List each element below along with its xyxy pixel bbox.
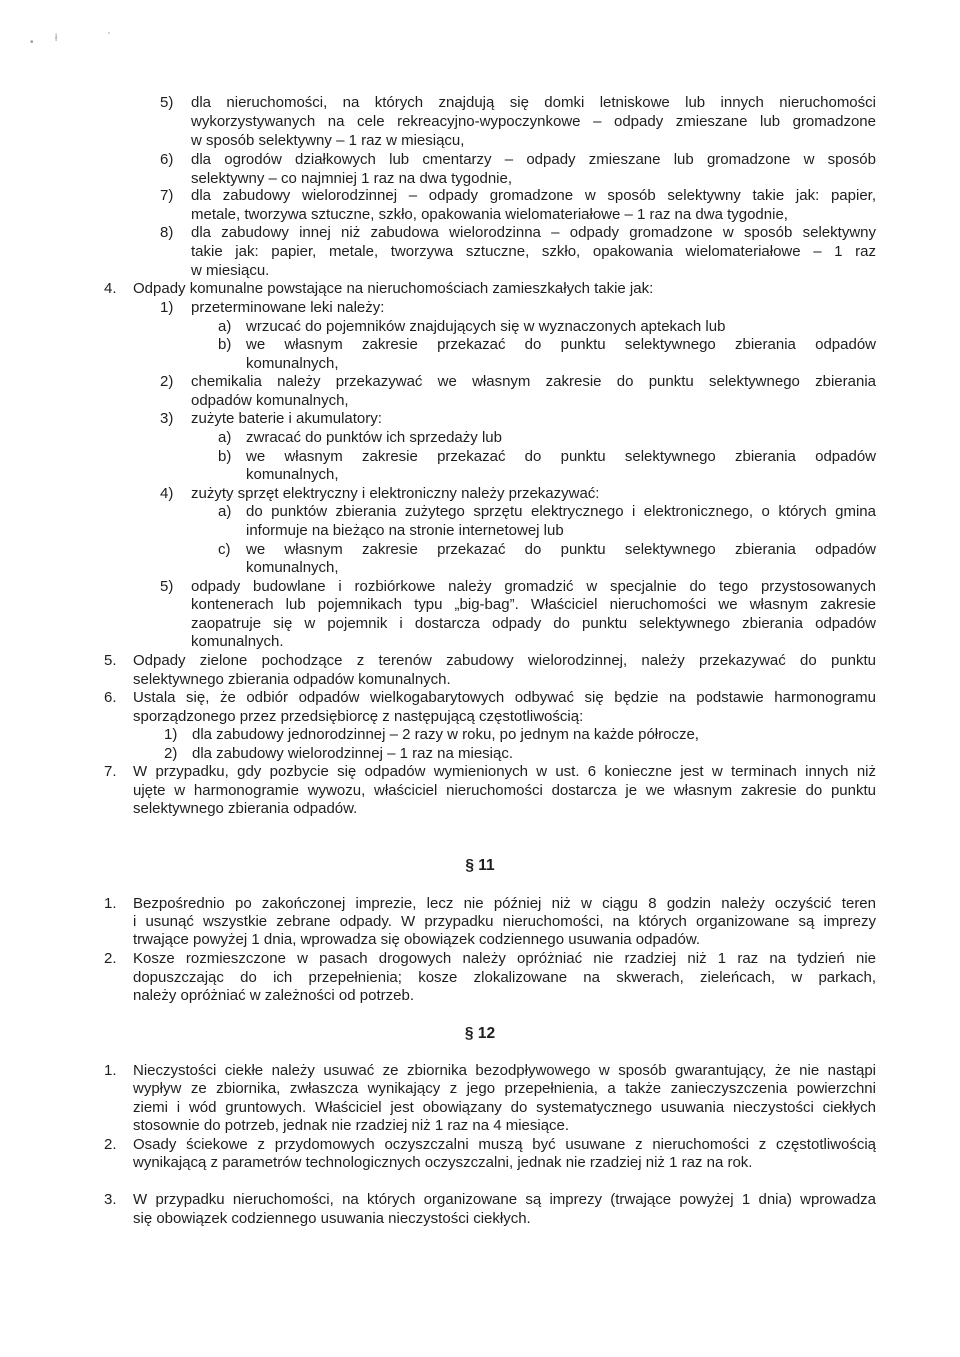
- subitem-letter: b): [218, 448, 232, 465]
- item-number: 1): [164, 726, 178, 743]
- point-text-line: Odpady zielone pochodzące z terenów zabudowy wielorodzinnej, należy przekazywać do punktu: [133, 652, 876, 669]
- point-text-line: stosownie do potrzeb, jednak nie rzadziej niż 1 raz na 4 miesiące.: [133, 1117, 570, 1134]
- section-heading: § 11: [465, 857, 495, 874]
- item-text-line: w miesiącu.: [191, 262, 270, 279]
- point-number: 1.: [104, 895, 117, 912]
- point-text-line: Kosze rozmieszczone w pasach drogowych należy opróżniać nie rzadziej niż 1 raz na tydzień nie: [133, 950, 876, 967]
- subitem-text-line: komunalnych,: [246, 466, 339, 483]
- scan-mark: ł: [55, 33, 58, 44]
- item-text-line: dla nieruchomości, na których znajdują się domki letniskowe lub innych nieruchomości: [191, 94, 876, 111]
- item-text-line: dla zabudowy jednorodzinnej – 2 razy w roku, po jednym na każde półrocze,: [192, 726, 699, 743]
- subitem-letter: c): [218, 541, 231, 558]
- item-text-line: selektywny – co najmniej 1 raz na dwa tygodnie,: [191, 170, 513, 187]
- point-number: 1.: [104, 1062, 117, 1079]
- item-number: 8): [160, 224, 174, 241]
- item-text-line: zaopatruje się w pojemnik i dostarcza odpady do punktu selektywnego zbierania odpadów: [191, 615, 876, 632]
- subitem-text-line: wrzucać do pojemników znajdujących się w wyznaczonych aptekach lub: [246, 318, 726, 335]
- scan-mark: •: [30, 37, 34, 48]
- subitem-letter: a): [218, 429, 232, 446]
- item-text-line: chemikalia należy przekazywać we własnym zakresie do punktu selektywnego zbierania: [191, 373, 876, 390]
- point-text-line: W przypadku, gdy pozbycie się odpadów wymienionych w ust. 6 konieczne jest w terminach innych niż: [133, 763, 876, 780]
- subitem-text-line: we własnym zakresie przekazać do punktu selektywnego zbierania odpadów: [246, 448, 876, 465]
- point-text-line: dopuszczając do ich przepełnienia; kosze zlokalizowane na skwerach, zieleńcach, w parkach,: [133, 969, 876, 986]
- item-number: 4): [160, 485, 174, 502]
- point-number: 3.: [104, 1191, 117, 1208]
- item-number: 7): [160, 187, 174, 204]
- item-text-line: takie jak: papier, metale, tworzywa sztuczne, szkło, opakowania wielomateriałowe – 1 raz: [191, 243, 876, 260]
- subitem-letter: a): [218, 503, 232, 520]
- point-text-line: należy opróżniać w zależności od potrzeb.: [133, 987, 414, 1004]
- scan-mark: ': [108, 31, 110, 42]
- point-text-line: trwające powyżej 1 dnia, wprowadza się obowiązek codziennego usuwania odpadów.: [133, 931, 701, 948]
- point-number: 5.: [104, 652, 117, 669]
- item-text-line: dla ogrodów działkowych lub cmentarzy – odpady zmieszane lub gromadzone w sposób: [191, 151, 876, 168]
- item-text-line: odpady budowlane i rozbiórkowe należy gromadzić w specjalnie do tego przystosowanych: [191, 578, 876, 595]
- subitem-text-line: we własnym zakresie przekazać do punktu selektywnego zbierania odpadów: [246, 336, 876, 353]
- item-number: 1): [160, 299, 174, 316]
- item-text-line: komunalnych.: [191, 633, 284, 650]
- point-text-line: W przypadku nieruchomości, na których organizowane są imprezy (trwające powyżej 1 dnia) wprowadza: [133, 1191, 876, 1208]
- subitem-letter: a): [218, 318, 232, 335]
- subitem-text-line: informuje na bieżąco na stronie internetowej lub: [246, 522, 564, 539]
- point-text-line: Osady ściekowe z przydomowych oczyszczalni muszą być usuwane z nieruchomości z częstotliwością: [133, 1136, 876, 1153]
- point-number: 4.: [104, 280, 117, 297]
- item-text-line: zużyty sprzęt elektryczny i elektroniczny należy przekazywać:: [191, 485, 600, 502]
- subitem-text-line: zwracać do punktów ich sprzedaży lub: [246, 429, 502, 446]
- item-text-line: w sposób selektywny – 1 raz w miesiącu,: [191, 132, 465, 149]
- item-text-line: dla zabudowy innej niż zabudowa wielorodzinna – odpady gromadzone w sposób selektywny: [191, 224, 876, 241]
- item-number: 5): [160, 94, 174, 111]
- item-text-line: zużyte baterie i akumulatory:: [191, 410, 382, 427]
- point-text-line: wynikającą z parametrów technologicznych oczyszczalni, jednak nie rzadziej niż 1 raz na rok.: [133, 1154, 753, 1171]
- point-text-line: selektywnego zbierania odpadów komunalnych.: [133, 671, 451, 688]
- item-text-line: dla zabudowy wielorodzinnej – odpady gromadzone w sposób selektywny takie jak: papier,: [191, 187, 876, 204]
- point-text-line: ujęte w harmonogramie wywozu, właściciel nieruchomości dostarcza je we własnym zakresie do punktu: [133, 782, 876, 799]
- point-number: 6.: [104, 689, 117, 706]
- point-text-line: Nieczystości ciekłe należy usuwać ze zbiornika bezodpływowego w sposób gwarantujący, że nie nastąpi: [133, 1062, 876, 1079]
- item-number: 6): [160, 151, 174, 168]
- section-heading: § 12: [464, 1025, 496, 1042]
- item-text-line: wykorzystywanych na cele rekreacyjno-wypoczynkowe – odpady zmieszane lub gromadzone: [191, 113, 876, 130]
- point-text-line: selektywnego zbierania odpadów.: [133, 800, 358, 817]
- subitem-letter: b): [218, 336, 232, 353]
- point-text-line: sporządzonego przez przedsiębiorcę z następującą częstotliwością:: [133, 708, 584, 725]
- point-text-line: wypływ ze zbiornika, zwłaszcza wynikający z jego przepełnienia, a także zanieczyszczenia powierzchni: [133, 1080, 876, 1097]
- subitem-text-line: do punktów zbierania zużytego sprzętu elektrycznego i elektronicznego, o których gmina: [246, 503, 876, 520]
- point-text-line: Ustala się, że odbiór odpadów wielkogabarytowych odbywać się będzie na podstawie harmonogramu: [133, 689, 876, 706]
- point-text-line: ziemi i wód gruntowych. Właściciel jest obowiązany do systematycznego usuwania nieczystości ciekłych: [133, 1099, 876, 1116]
- item-text-line: przeterminowane leki należy:: [191, 299, 385, 316]
- item-text-line: kontenerach lub pojemnikach typu „big-bag”. Właściciel nieruchomości we własnym zakresie: [191, 596, 876, 613]
- point-text: Odpady komunalne powstające na nieruchomościach zamieszkałych takie jak:: [133, 280, 654, 297]
- point-text-line: się obowiązek codziennego usuwania nieczystości ciekłych.: [133, 1210, 531, 1227]
- item-number: 3): [160, 410, 174, 427]
- subitem-text-line: komunalnych,: [246, 355, 339, 372]
- item-number: 2): [164, 745, 178, 762]
- point-number: 2.: [104, 950, 117, 967]
- subitem-text-line: komunalnych,: [246, 559, 339, 576]
- point-text-line: i usunąć wszystkie zebrane odpady. W przypadku nieruchomości, na których organizowane są imprezy: [133, 913, 876, 930]
- point-number: 2.: [104, 1136, 117, 1153]
- point-number: 7.: [104, 763, 117, 780]
- subitem-text-line: we własnym zakresie przekazać do punktu selektywnego zbierania odpadów: [246, 541, 876, 558]
- item-text-line: dla zabudowy wielorodzinnej – 1 raz na miesiąc.: [192, 745, 514, 762]
- item-number: 5): [160, 578, 174, 595]
- item-text-line: odpadów komunalnych,: [191, 392, 349, 409]
- point-text-line: Bezpośrednio po zakończonej imprezie, lecz nie później niż w ciągu 8 godzin należy oczyścić teren: [133, 895, 876, 912]
- item-text-line: metale, tworzywa sztuczne, szkło, opakowania wielomateriałowe – 1 raz na dwa tygodnie,: [191, 206, 788, 223]
- item-number: 2): [160, 373, 174, 390]
